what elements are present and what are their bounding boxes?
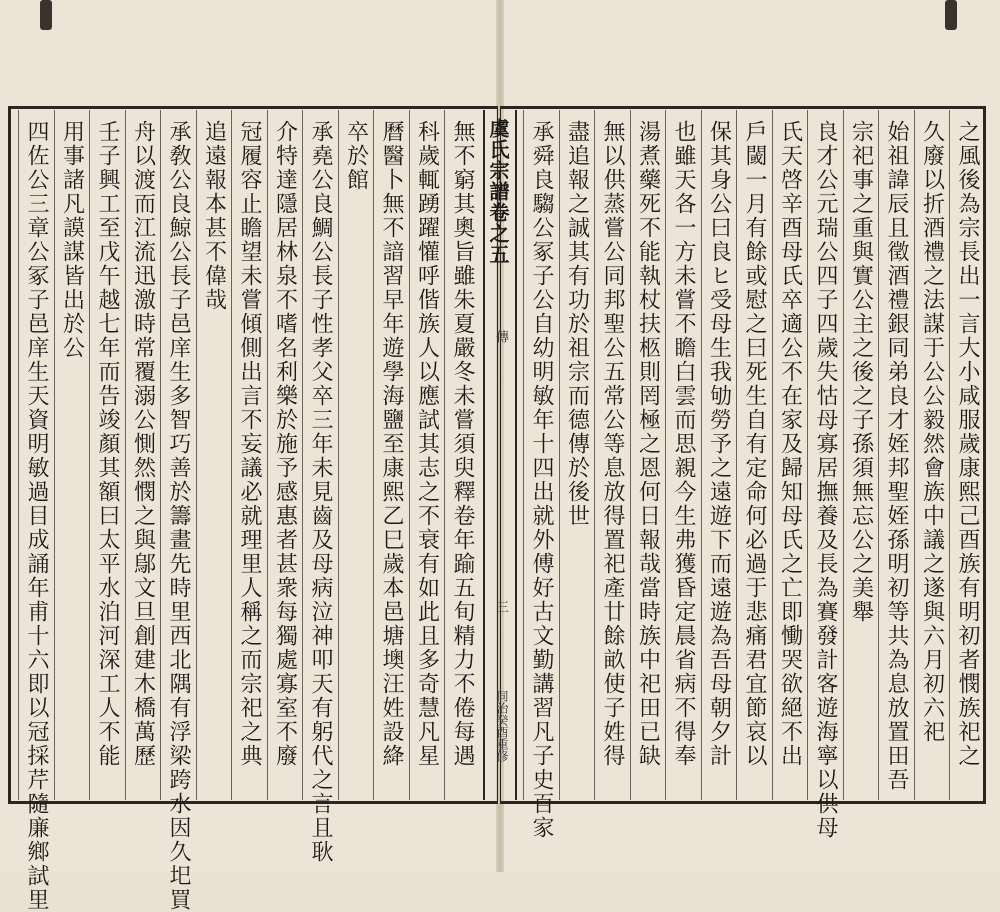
binding-tie-left: [40, 0, 52, 30]
right-text-column: 戶閾一月有餘或慰之曰死生自有定命何必過于悲痛君宜節哀以: [742, 120, 767, 768]
column-rule: [125, 110, 126, 800]
column-rule: [843, 110, 844, 800]
column-rule: [878, 110, 879, 800]
column-rule: [665, 110, 666, 800]
left-text-column: 冠履容止瞻望未嘗傾側出言不妄議必就理里人稱之而宗祀之典: [237, 120, 262, 768]
column-rule: [559, 110, 560, 800]
column-rule: [807, 110, 808, 800]
column-rule: [54, 110, 55, 800]
right-text-column: 久廢以折酒禮之法謀于公公毅然會族中議之遂與六月初六祀: [919, 120, 945, 744]
column-rule: [409, 110, 410, 800]
right-text-column: 湯煮藥死不能執杖扶柩則罔極之恩何日報哉當時族中祀田已缺: [635, 120, 661, 768]
left-text-column: 無不窮其奧旨雖朱夏嚴冬未嘗須臾釋卷年踰五旬精力不倦每遇: [450, 120, 475, 768]
right-text-column: 之風後為宗長出一言大小咸服歲康熙己酉族有明初者憫族祀之: [955, 120, 980, 768]
page-number: 三: [493, 600, 508, 613]
column-rule: [302, 110, 303, 800]
column-rule: [267, 110, 268, 800]
column-rule: [231, 110, 232, 800]
right-text-column: 無以供蒸嘗公同邦聖公五常公等息放得置祀產廿餘畝使子姓得: [600, 120, 625, 768]
column-rule: [594, 110, 595, 800]
column-rule: [89, 110, 90, 800]
left-text-column: 壬子興工至戊午越七年而告竣顏其額曰太平水泊河深工人不能: [95, 120, 120, 768]
column-rule: [914, 110, 915, 800]
left-text-column: 卒於館: [343, 120, 369, 192]
left-text-column: 追遠報本甚不偉哉: [201, 120, 227, 312]
left-text-column: 承敎公良鯨公長子邑庠生多智巧善於籌畫先時里西北隅有浮梁跨水因久圯買: [166, 120, 191, 912]
column-rule: [18, 110, 19, 800]
left-text-column: 曆醫卜無不諳習早年遊學海鹽至康熙乙巳歲本邑塘墺汪姓設絳: [379, 120, 404, 768]
right-text-column: 盡追報之誠其有功於祖宗而德傳於後世: [564, 120, 590, 528]
left-text-column: 用事諸凡謨謀皆出於公: [59, 120, 85, 360]
book-title: 虞氏宗譜卷之五: [486, 118, 510, 265]
left-text-column: 四佐公三章公冢子邑庠生天資明敏過目成誦年甫十六即以冠採芹隨廉鄉試里: [24, 120, 49, 912]
right-text-column: 保其身公曰良ヒ受母生我劬勞予之遠遊下而遠遊為吾母朝夕計: [706, 120, 732, 768]
column-rule: [373, 110, 374, 800]
right-text-column: 良才公元瑞公四子四歲失怙母寡居撫養及長為賽發計客遊海寧以供母: [813, 120, 838, 840]
column-rule: [630, 110, 631, 800]
left-text-column: 科歲輒踴躍懽呼偕族人以應試其志之不衰有如此且多奇慧凡星: [414, 120, 440, 768]
column-rule: [772, 110, 773, 800]
column-rule: [949, 110, 950, 800]
binding-tie-right: [945, 0, 957, 30]
right-text-column: 始祖諱辰且徵酒禮銀同弟良才姪邦聖姪孫明初等共為息放置田吾: [884, 120, 909, 792]
edition-note: 同治癸酉重修: [495, 690, 509, 762]
section-label: 傳: [493, 330, 508, 343]
right-text-column: 承舜良騶公冢子公自幼明敏年十四出就外傅好古文勤講習凡子史百家: [529, 120, 554, 840]
column-rule: [160, 110, 161, 800]
column-rule: [736, 110, 737, 800]
right-text-column: 宗祀事之重與實公主之後之子孫須無忘公之美舉: [848, 120, 874, 624]
column-rule: [196, 110, 197, 800]
column-rule: [523, 110, 524, 800]
left-text-column: 介特達隱居林泉不嗜名利樂於施予感惠者甚衆每獨處寡室不廢: [272, 120, 298, 768]
left-text-column: 舟以渡而江流迅激時常覆溺公惻然憫之與鄔文旦創建木橋萬歷: [130, 120, 156, 768]
right-text-column: 氏天啓辛酉母氏卒適公不在家及歸知母氏之亡即慟哭欲絕不出: [777, 120, 803, 768]
column-rule: [338, 110, 339, 800]
column-rule: [701, 110, 702, 800]
column-rule: [444, 110, 445, 800]
right-text-column: 也雖天各一方未嘗不瞻白雲而思親今生弗獲昏定晨省病不得奉: [671, 120, 696, 768]
left-text-column: 承堯公良鯛公長子性孝父卒三年未見齒及母病泣神叩天有躬代之言且耿: [308, 120, 333, 864]
